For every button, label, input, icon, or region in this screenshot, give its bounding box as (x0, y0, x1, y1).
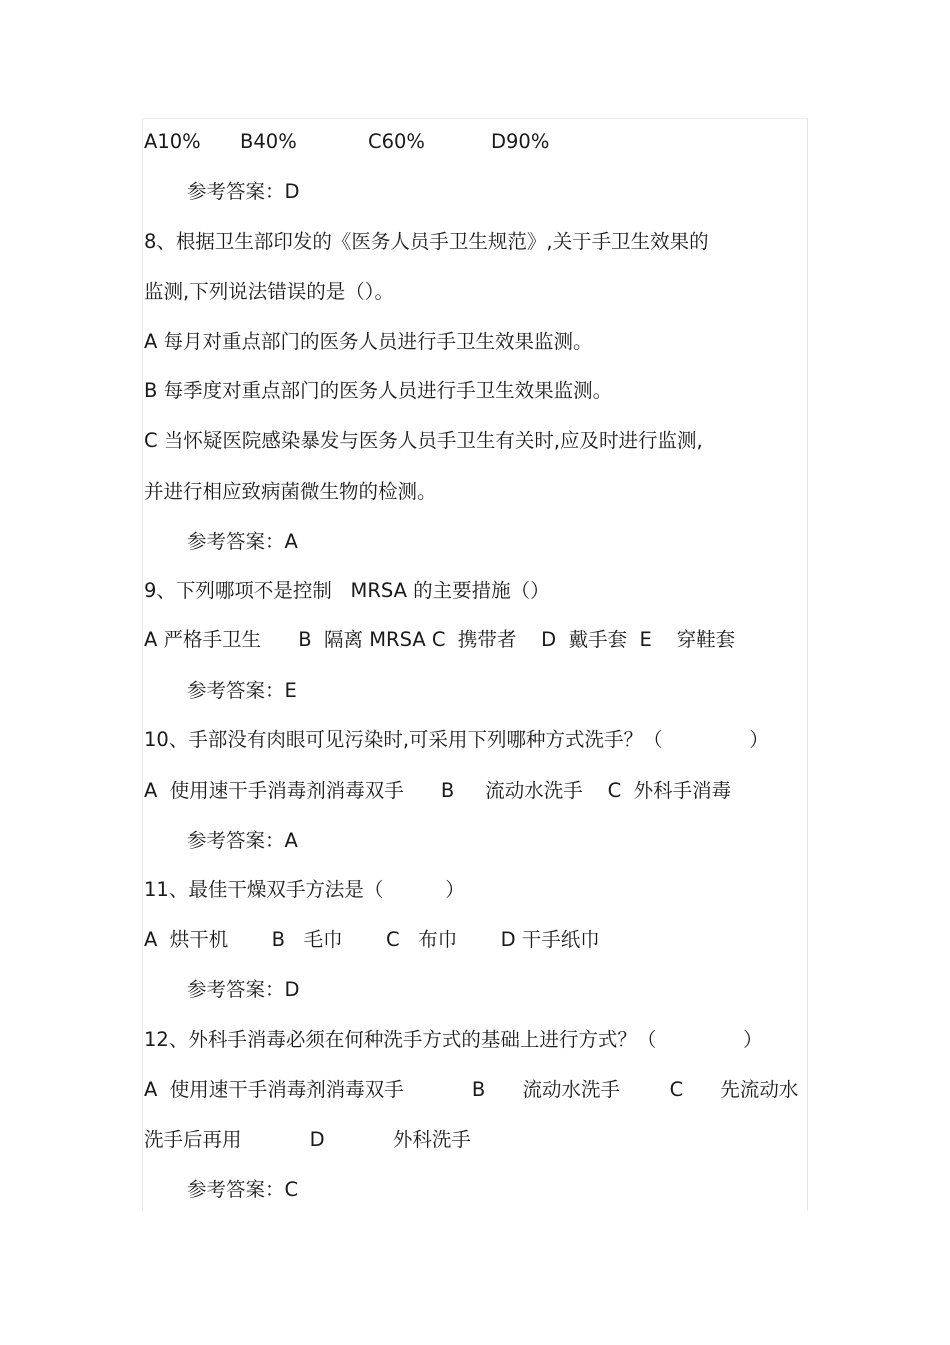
q9-stem: 9、下列哪项不是控制 MRSA 的主要措施（） (144, 579, 550, 602)
q7-answer: 参考答案：D (187, 180, 300, 203)
q11-stem: 11、最佳干燥双手方法是（ ） (144, 878, 465, 901)
q8-stem-line-2: 监测,下列说法错误的是（）。 (144, 280, 394, 303)
q7-option-c: C60% (368, 130, 425, 153)
q12-stem: 12、外科手消毒必须在何种洗手方式的基础上进行方式？（ ） (144, 1028, 763, 1051)
q8-answer: 参考答案：A (187, 530, 298, 553)
q12-answer: 参考答案：C (187, 1178, 299, 1201)
q11-answer: 参考答案：D (187, 978, 300, 1001)
q7-option-b: B40% (240, 130, 297, 153)
q12-options-line-2: 洗手后再用 D 外科洗手 (144, 1128, 471, 1151)
q8-option-a: A 每月对重点部门的医务人员进行手卫生效果监测。 (144, 330, 593, 353)
q7-option-d: D90% (491, 130, 550, 153)
q10-stem: 10、手部没有肉眼可见污染时,可采用下列哪种方式洗手？（ ） (144, 728, 769, 751)
q10-options: A 使用速干手消毒剂消毒双手 B 流动水洗手 C 外科手消毒 (144, 779, 732, 802)
q11-options: A 烘干机 B 毛巾 C 布巾 D 干手纸巾 (144, 928, 600, 951)
q12-options-line-1: A 使用速干手消毒剂消毒双手 B 流动水洗手 C 先流动水 (144, 1078, 799, 1101)
q9-options: A 严格手卫生 B 隔离 MRSA C 携带者 D 戴手套 E 穿鞋套 (144, 628, 736, 651)
q8-option-c-line-1: C 当怀疑医院感染暴发与医务人员手卫生有关时,应及时进行监测, (144, 429, 703, 452)
q8-option-b: B 每季度对重点部门的医务人员进行手卫生效果监测。 (144, 379, 613, 402)
q8-stem-line-1: 8、根据卫生部印发的《医务人员手卫生规范》,关于手卫生效果的 (144, 230, 709, 253)
q10-answer: 参考答案：A (187, 829, 298, 852)
q7-option-a: A10% (144, 130, 201, 153)
q8-option-c-line-2: 并进行相应致病菌微生物的检测。 (144, 480, 437, 503)
q9-answer: 参考答案：E (187, 679, 297, 702)
